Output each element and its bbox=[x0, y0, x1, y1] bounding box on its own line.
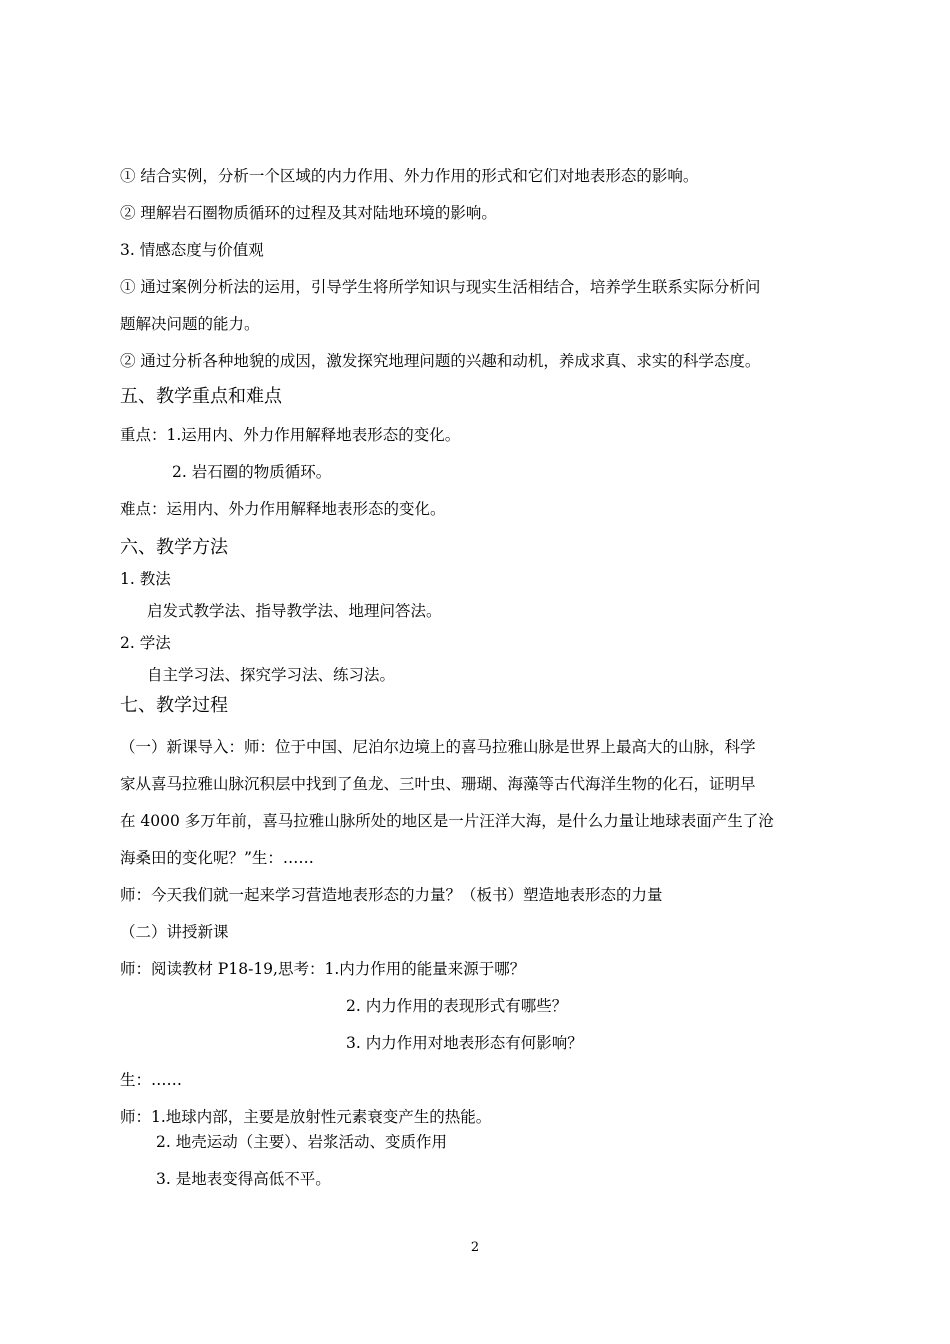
question-2: 2. 内力作用的表现形式有哪些？ bbox=[346, 997, 568, 1015]
answer-2: 2. 地壳运动（主要）、岩浆活动、变质作用 bbox=[156, 1133, 447, 1151]
learning-methods: 自主学习法、探究学习法、练习法。 bbox=[147, 666, 396, 684]
objective-item-2: ② 理解岩石圈物质循环的过程及其对陆地环境的影响。 bbox=[120, 204, 497, 222]
today-topic: 师：今天我们就一起来学习营造地表形态的力量？（板书）塑造地表形态的力量 bbox=[120, 886, 663, 904]
key-point-2: 2. 岩石圈的物质循环。 bbox=[172, 463, 332, 481]
section-5-heading: 五、教学重点和难点 bbox=[120, 386, 282, 407]
learning-method-label: 2. 学法 bbox=[120, 634, 171, 652]
section-6-heading: 六、教学方法 bbox=[120, 537, 228, 558]
subheading-attitude-values: 3. 情感态度与价值观 bbox=[120, 241, 264, 259]
question-1: 师：阅读教材 P18-19,思考：1.内力作用的能量来源于哪？ bbox=[120, 960, 526, 978]
objective-item-3b: ② 通过分析各种地貌的成因，激发探究地理问题的兴趣和动机，养成求真、求实的科学态度。 bbox=[120, 352, 761, 370]
intro-line-3: 在 4000 多万年前，喜马拉雅山脉所处的地区是一片汪洋大海，是什么力量让地球表面产生了沧 bbox=[120, 812, 774, 830]
question-3: 3. 内力作用对地表形态有何影响？ bbox=[346, 1034, 583, 1052]
difficulty-point: 难点：运用内、外力作用解释地表形态的变化。 bbox=[120, 500, 446, 518]
objective-item-3a-line2: 题解决问题的能力。 bbox=[120, 315, 260, 333]
teaching-methods: 启发式教学法、指导教学法、地理问答法。 bbox=[147, 602, 442, 620]
intro-line-1: （一）新课导入：师：位于中国、尼泊尔边境上的喜马拉雅山脉是世界上最高大的山脉，科学 bbox=[120, 738, 756, 756]
answer-3: 3. 是地表变得高低不平。 bbox=[156, 1170, 331, 1188]
intro-line-2: 家从喜马拉雅山脉沉积层中找到了鱼龙、三叶虫、珊瑚、海藻等古代海洋生物的化石，证明早 bbox=[120, 775, 756, 793]
objective-item-3a-line1: ① 通过案例分析法的运用，引导学生将所学知识与现实生活相结合，培养学生联系实际分析问 bbox=[120, 278, 761, 296]
student-response: 生：…… bbox=[120, 1071, 183, 1089]
objective-item-1: ① 结合实例，分析一个区域的内力作用、外力作用的形式和它们对地表形态的影响。 bbox=[120, 167, 699, 185]
key-point-1: 重点：1.运用内、外力作用解释地表形态的变化。 bbox=[120, 426, 461, 444]
answer-1: 师：1.地球内部，主要是放射性元素衰变产生的热能。 bbox=[120, 1108, 492, 1126]
new-lesson-heading: （二）讲授新课 bbox=[120, 923, 229, 941]
intro-line-4: 海桑田的变化呢？”生：…… bbox=[120, 849, 314, 867]
teaching-method-label: 1. 教法 bbox=[120, 570, 171, 588]
page-number: 2 bbox=[470, 1240, 480, 1255]
section-7-heading: 七、教学过程 bbox=[120, 695, 228, 716]
